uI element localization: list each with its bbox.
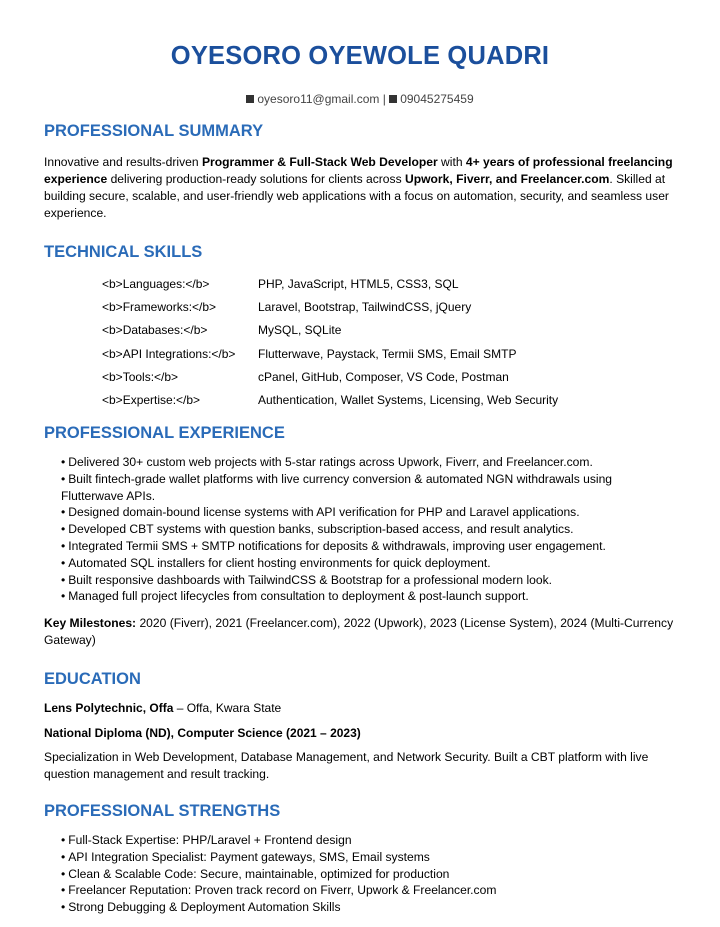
phone-text: 09045275459 bbox=[400, 92, 474, 106]
list-item: • Strong Debugging & Deployment Automation Skills bbox=[61, 899, 661, 916]
section-heading-experience: PROFESSIONAL EXPERIENCE bbox=[44, 424, 285, 442]
square-bullet-icon bbox=[246, 95, 254, 103]
summary-bold-platforms: Upwork, Fiverr, and Freelancer.com bbox=[405, 172, 610, 186]
list-item: • API Integration Specialist: Payment gateways, SMS, Email systems bbox=[61, 849, 661, 866]
list-item: • Freelancer Reputation: Proven track record on Fiverr, Upwork & Freelancer.com bbox=[61, 882, 661, 899]
summary-text: delivering production-ready solutions for clients across bbox=[107, 172, 405, 186]
education-description: Specialization in Web Development, Database Management, and Network Security. Built a CBT platform with live question management and result tracking. bbox=[44, 750, 649, 781]
skill-value: cPanel, GitHub, Composer, VS Code, Postman bbox=[258, 369, 509, 384]
list-item: • Designed domain-bound license systems with API verification for PHP and Laravel applications. bbox=[61, 504, 661, 521]
skill-row bbox=[102, 389, 558, 412]
school-name: Lens Polytechnic, Offa bbox=[44, 701, 174, 715]
skill-row bbox=[102, 296, 558, 319]
skill-value: MySQL, SQLite bbox=[258, 323, 342, 338]
skill-value: PHP, JavaScript, HTML5, CSS3, SQL bbox=[258, 277, 459, 291]
list-item: • Managed full project lifecycles from consultation to deployment & post-launch support. bbox=[61, 588, 661, 605]
email-text: oyesoro11@gmail.com bbox=[257, 92, 380, 106]
summary-bold-experience: 4+ years of professional freelancing experience bbox=[44, 155, 673, 186]
list-item: • Built fintech-grade wallet platforms with live currency conversion & automated NGN withdrawals using Flutterwave APIs. bbox=[61, 471, 661, 505]
skill-label: <b>Expertise:</b> bbox=[102, 392, 201, 407]
list-item: • Full-Stack Expertise: PHP/Laravel + Frontend design bbox=[61, 832, 661, 849]
skill-row bbox=[102, 343, 558, 366]
section-heading-education: EDUCATION bbox=[44, 670, 141, 688]
education-school-line bbox=[44, 701, 281, 715]
contact-separator: | bbox=[382, 92, 386, 106]
skill-value: Laravel, Bootstrap, TailwindCSS, jQuery bbox=[258, 300, 472, 315]
summary-text: with bbox=[437, 155, 466, 169]
square-bullet-icon bbox=[389, 95, 397, 103]
skill-row bbox=[102, 319, 558, 342]
experience-list bbox=[61, 454, 661, 605]
section-heading-summary: PROFESSIONAL SUMMARY bbox=[44, 122, 264, 140]
skill-row bbox=[102, 273, 558, 296]
milestones-label: Key Milestones: bbox=[44, 616, 137, 630]
skill-label: <b>Frameworks:</b> bbox=[102, 300, 217, 315]
section-heading-skills: TECHNICAL SKILLS bbox=[44, 243, 203, 261]
list-item: • Integrated Termii SMS + SMTP notifications for deposits & withdrawals, improving user engagement. bbox=[61, 538, 661, 555]
list-item: • Automated SQL installers for client hosting environments for quick deployment. bbox=[61, 555, 661, 572]
list-item: • Clean & Scalable Code: Secure, maintainable, optimized for production bbox=[61, 866, 661, 883]
milestones-paragraph bbox=[44, 615, 674, 649]
summary-bold-role: Programmer & Full-Stack Web Developer bbox=[201, 155, 438, 169]
school-location: – Offa, Kwara State bbox=[173, 701, 282, 715]
candidate-name: OYESORO OYEWOLE QUADRI bbox=[170, 42, 550, 70]
list-item: • Built responsive dashboards with TailwindCSS & Bootstrap for a professional modern look. bbox=[61, 572, 661, 589]
summary-text: . Skilled at building secure, scalable, and user-friendly web applications with a focus on automation, security, and seamless user experience. bbox=[44, 172, 669, 220]
summary-text: Innovative and results-driven bbox=[44, 155, 202, 169]
skills-table bbox=[102, 273, 558, 412]
skill-label: <b>API Integrations:</b> bbox=[102, 346, 236, 361]
skill-value: Authentication, Wallet Systems, Licensing, Web Security bbox=[258, 392, 559, 407]
skill-label: <b>Languages:</b> bbox=[102, 277, 210, 291]
strengths-list bbox=[61, 832, 661, 916]
summary-paragraph bbox=[44, 154, 674, 222]
education-degree-line bbox=[44, 726, 361, 740]
list-item: • Delivered 30+ custom web projects with 5-star ratings across Upwork, Fiverr, and Freelancer.com. bbox=[61, 454, 661, 471]
milestones-text: 2020 (Fiverr), 2021 (Freelancer.com), 2022 (Upwork), 2023 (License System), 2024 (Multi-Currency Gateway) bbox=[44, 616, 674, 647]
skill-row bbox=[102, 366, 558, 389]
degree-name: National Diploma (ND), Computer Science (2021 – 2023) bbox=[44, 726, 361, 740]
contact-line bbox=[0, 92, 720, 106]
skill-label: <b>Databases:</b> bbox=[102, 323, 208, 338]
skill-label: <b>Tools:</b> bbox=[102, 369, 179, 384]
skill-value: Flutterwave, Paystack, Termii SMS, Email SMTP bbox=[258, 346, 517, 361]
list-item: • Developed CBT systems with question banks, subscription-based access, and result analytics. bbox=[61, 521, 661, 538]
section-heading-strengths: PROFESSIONAL STRENGTHS bbox=[44, 802, 281, 820]
